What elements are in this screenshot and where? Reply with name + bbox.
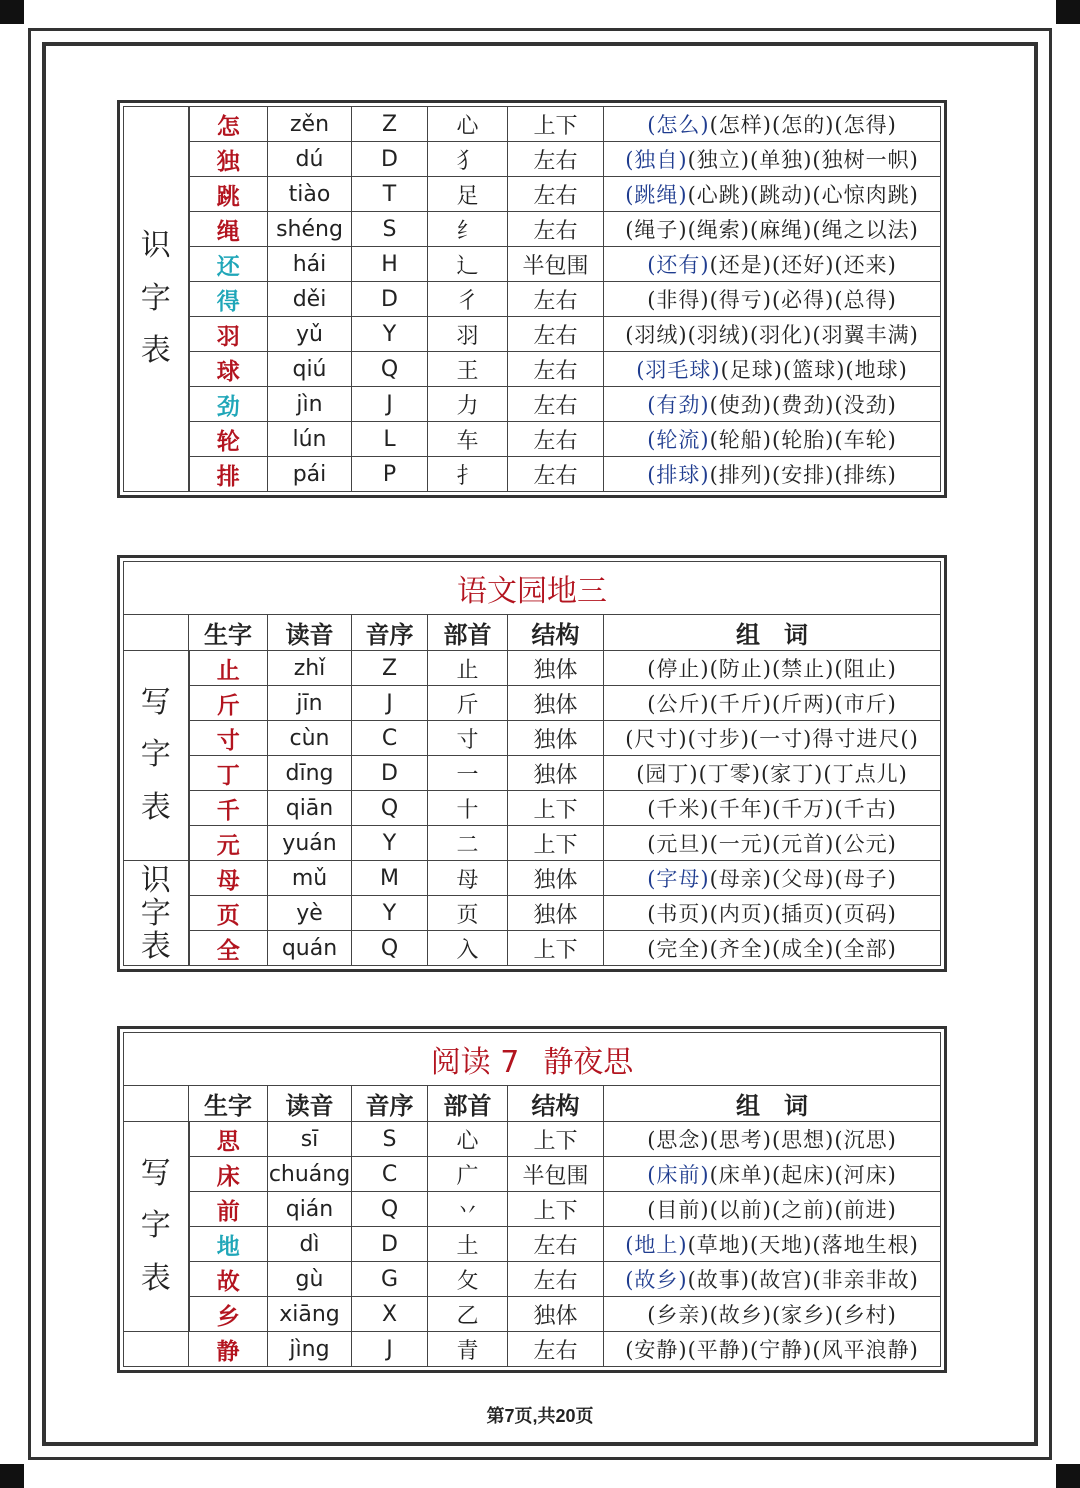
zuci-cell	[604, 686, 941, 721]
header-bushou: 部首	[428, 1086, 508, 1122]
table-row	[124, 826, 941, 861]
shengzi-cell: 羽	[189, 317, 268, 352]
zuci-rest: (还是)(还好)(还来)	[709, 253, 897, 277]
zuci-cell	[604, 1227, 941, 1262]
pinyin-cell: jìn	[268, 387, 352, 422]
yinxu-cell: H	[352, 247, 428, 282]
yinxu-cell: M	[352, 861, 428, 896]
table-row	[124, 896, 941, 931]
bushou-cell: 足	[428, 177, 508, 212]
header-row	[124, 1086, 941, 1122]
yinxu-cell: Y	[352, 317, 428, 352]
shengzi-cell: 丁	[189, 756, 268, 791]
zuci-cell	[604, 756, 941, 791]
bushou-cell: 土	[428, 1227, 508, 1262]
table-row	[124, 422, 941, 457]
table-jingyesi	[117, 1026, 947, 1373]
shengzi-cell: 球	[189, 352, 268, 387]
zuci-cell	[604, 896, 941, 931]
jiegou-cell: 左右	[508, 317, 604, 352]
pinyin-cell: shéng	[268, 212, 352, 247]
zuci-rest: (安静)(平静)(宁静)(风平浪静)	[625, 1338, 919, 1362]
bushou-cell: 攵	[428, 1262, 508, 1297]
table-row	[124, 791, 941, 826]
yinxu-cell: J	[352, 686, 428, 721]
zuci-cell	[604, 457, 941, 492]
shengzi-cell: 得	[189, 282, 268, 317]
zuci-cell	[604, 177, 941, 212]
zuci-rest: (故事)(故宫)(非亲非故)	[687, 1268, 919, 1292]
bushou-cell: 扌	[428, 457, 508, 492]
bushou-cell: 辶	[428, 247, 508, 282]
pinyin-cell: cùn	[268, 721, 352, 756]
bushou-cell: 广	[428, 1157, 508, 1192]
table-row	[124, 1332, 941, 1367]
zuci-rest: (足球)(篮球)(地球)	[720, 358, 908, 382]
yinxu-cell: D	[352, 756, 428, 791]
zuci-rest: (床单)(起床)(河床)	[709, 1163, 897, 1187]
pinyin-cell: dú	[268, 142, 352, 177]
zuci-cell	[604, 212, 941, 247]
bushou-cell: 入	[428, 931, 508, 966]
corner-mark-tr	[1056, 0, 1080, 24]
bushou-cell: 页	[428, 896, 508, 931]
shengzi-cell: 故	[189, 1262, 268, 1297]
side-label-xiezi: 写字表	[124, 651, 189, 861]
zuci-rest: (独立)(单独)(独树一帜)	[687, 148, 919, 172]
bushou-cell: 丷	[428, 1192, 508, 1227]
zuci-rest: (停止)(防止)(禁止)(阻止)	[647, 657, 897, 681]
bushou-cell: 寸	[428, 721, 508, 756]
jiegou-cell: 半包围	[508, 247, 604, 282]
pinyin-cell: lún	[268, 422, 352, 457]
jiegou-cell: 左右	[508, 1332, 604, 1367]
zuci-rest: (完全)(齐全)(成全)(全部)	[647, 937, 897, 961]
shengzi-cell: 全	[189, 931, 268, 966]
yinxu-cell: T	[352, 177, 428, 212]
pinyin-cell: qiān	[268, 791, 352, 826]
jiegou-cell: 左右	[508, 212, 604, 247]
table-row	[124, 1297, 941, 1332]
jiegou-cell: 上下	[508, 1192, 604, 1227]
title-part-b: 静夜思	[543, 1045, 634, 1080]
jiegou-cell: 左右	[508, 1262, 604, 1297]
bushou-cell: 羽	[428, 317, 508, 352]
zuci-cell	[604, 1332, 941, 1367]
table-row	[124, 651, 941, 686]
yinxu-cell: J	[352, 1332, 428, 1367]
zuci-cell	[604, 791, 941, 826]
bushou-cell: 车	[428, 422, 508, 457]
table-row	[124, 352, 941, 387]
zuci-cell	[604, 1122, 941, 1157]
header-duyin: 读音	[268, 615, 352, 651]
shengzi-cell: 独	[189, 142, 268, 177]
zuci-rest: (排列)(安排)(排练)	[709, 463, 897, 487]
bushou-cell: 王	[428, 352, 508, 387]
table-row	[124, 1122, 941, 1157]
side-blank	[124, 1332, 189, 1367]
table-row	[124, 107, 941, 142]
jiegou-cell: 上下	[508, 826, 604, 861]
pinyin-cell: pái	[268, 457, 352, 492]
yinxu-cell: Q	[352, 931, 428, 966]
table-shizi-1	[117, 100, 947, 498]
yinxu-cell: L	[352, 422, 428, 457]
yinxu-cell: Q	[352, 791, 428, 826]
header-blank	[124, 615, 189, 651]
zuci-highlight: (有劲)	[647, 393, 710, 417]
zuci-cell	[604, 387, 941, 422]
shengzi-cell: 跳	[189, 177, 268, 212]
table-row	[124, 1157, 941, 1192]
header-yinxu: 音序	[352, 1086, 428, 1122]
zuci-cell	[604, 1262, 941, 1297]
zuci-rest: (书页)(内页)(插页)(页码)	[647, 902, 897, 926]
jiegou-cell: 左右	[508, 282, 604, 317]
zuci-rest: (尺寸)(寸步)(一寸)得寸进尺()	[625, 727, 919, 751]
zuci-highlight: (羽毛球)	[636, 358, 721, 382]
table-row	[124, 721, 941, 756]
corner-mark-br	[1056, 1464, 1080, 1488]
shengzi-cell: 元	[189, 826, 268, 861]
bushou-cell: 十	[428, 791, 508, 826]
pinyin-cell: děi	[268, 282, 352, 317]
table-row	[124, 931, 941, 966]
table-row	[124, 317, 941, 352]
header-bushou: 部首	[428, 615, 508, 651]
zuci-highlight: (排球)	[647, 463, 710, 487]
pinyin-cell: xiāng	[268, 1297, 352, 1332]
table-row	[124, 282, 941, 317]
table-row	[124, 387, 941, 422]
zuci-cell	[604, 352, 941, 387]
zuci-cell	[604, 721, 941, 756]
jiegou-cell: 独体	[508, 1297, 604, 1332]
table-row	[124, 457, 941, 492]
yinxu-cell: Z	[352, 651, 428, 686]
shengzi-cell: 千	[189, 791, 268, 826]
jiegou-cell: 独体	[508, 686, 604, 721]
zuci-rest: (园丁)(丁零)(家丁)(丁点儿)	[636, 762, 908, 786]
shengzi-cell: 排	[189, 457, 268, 492]
pinyin-cell: dì	[268, 1227, 352, 1262]
pinyin-cell: quán	[268, 931, 352, 966]
zuci-rest: (非得)(得亏)(必得)(总得)	[647, 288, 897, 312]
shengzi-cell: 静	[189, 1332, 268, 1367]
table-title: 语文园地三	[124, 562, 941, 615]
table-row	[124, 247, 941, 282]
header-zuci: 组 词	[604, 615, 941, 651]
pinyin-cell: chuáng	[268, 1157, 352, 1192]
zuci-highlight: (还有)	[647, 253, 710, 277]
jiegou-cell: 左右	[508, 1227, 604, 1262]
zuci-highlight: (跳绳)	[625, 183, 688, 207]
zuci-highlight: (字母)	[647, 867, 710, 891]
bushou-cell: 力	[428, 387, 508, 422]
shengzi-cell: 止	[189, 651, 268, 686]
shengzi-cell: 轮	[189, 422, 268, 457]
header-zuci: 组 词	[604, 1086, 941, 1122]
jiegou-cell: 左右	[508, 177, 604, 212]
yinxu-cell: D	[352, 282, 428, 317]
table-row	[124, 1192, 941, 1227]
zuci-cell	[604, 142, 941, 177]
jiegou-cell: 半包围	[508, 1157, 604, 1192]
yinxu-cell: P	[352, 457, 428, 492]
zuci-rest: (千米)(千年)(千万)(千古)	[647, 797, 897, 821]
bushou-cell: 二	[428, 826, 508, 861]
pinyin-cell: qiú	[268, 352, 352, 387]
jiegou-cell: 独体	[508, 861, 604, 896]
pinyin-cell: sī	[268, 1122, 352, 1157]
pinyin-cell: yè	[268, 896, 352, 931]
bushou-cell: 心	[428, 107, 508, 142]
side-label-shizi: 识字表	[124, 107, 189, 492]
zuci-highlight: (独自)	[625, 148, 688, 172]
zuci-highlight: (床前)	[647, 1163, 710, 1187]
bushou-cell: 纟	[428, 212, 508, 247]
yinxu-cell: G	[352, 1262, 428, 1297]
bushou-cell: 母	[428, 861, 508, 896]
jiegou-cell: 左右	[508, 457, 604, 492]
pinyin-cell: zěn	[268, 107, 352, 142]
yinxu-cell: S	[352, 212, 428, 247]
yinxu-cell: D	[352, 1227, 428, 1262]
shengzi-cell: 还	[189, 247, 268, 282]
bushou-cell: 青	[428, 1332, 508, 1367]
shengzi-cell: 绳	[189, 212, 268, 247]
bushou-cell: 乙	[428, 1297, 508, 1332]
title-part-a: 阅读 7	[430, 1045, 520, 1080]
zuci-cell	[604, 1192, 941, 1227]
zuci-cell	[604, 861, 941, 896]
table-row	[124, 142, 941, 177]
pinyin-cell: jīn	[268, 686, 352, 721]
side-label-xiezi: 写字表	[124, 1122, 189, 1332]
zuci-cell	[604, 1157, 941, 1192]
yinxu-cell: X	[352, 1297, 428, 1332]
zuci-rest: (绳子)(绳索)(麻绳)(绳之以法)	[625, 218, 919, 242]
bushou-cell: 斤	[428, 686, 508, 721]
table-row	[124, 212, 941, 247]
zuci-cell	[604, 1297, 941, 1332]
pinyin-cell: yuán	[268, 826, 352, 861]
yinxu-cell: D	[352, 142, 428, 177]
zuci-cell	[604, 651, 941, 686]
shengzi-cell: 乡	[189, 1297, 268, 1332]
yinxu-cell: Q	[352, 352, 428, 387]
table-title	[124, 1033, 941, 1086]
zuci-cell	[604, 317, 941, 352]
zuci-rest: (羽绒)(羽绒)(羽化)(羽翼丰满)	[625, 323, 919, 347]
pinyin-cell: dīng	[268, 756, 352, 791]
zuci-highlight: (怎么)	[647, 113, 710, 137]
shengzi-cell: 前	[189, 1192, 268, 1227]
bushou-cell: 彳	[428, 282, 508, 317]
jiegou-cell: 独体	[508, 651, 604, 686]
jiegou-cell: 上下	[508, 107, 604, 142]
zuci-cell	[604, 107, 941, 142]
table-row	[124, 177, 941, 212]
shengzi-cell: 床	[189, 1157, 268, 1192]
yinxu-cell: Y	[352, 896, 428, 931]
page-footer: 第7页,共20页	[486, 1406, 594, 1426]
zuci-rest: (公斤)(千斤)(斤两)(市斤)	[647, 692, 897, 716]
header-shengzi: 生字	[189, 615, 268, 651]
pinyin-cell: mǔ	[268, 861, 352, 896]
bushou-cell: 一	[428, 756, 508, 791]
yinxu-cell: Q	[352, 1192, 428, 1227]
shengzi-cell: 斤	[189, 686, 268, 721]
jiegou-cell: 上下	[508, 1122, 604, 1157]
jiegou-cell: 左右	[508, 352, 604, 387]
header-duyin: 读音	[268, 1086, 352, 1122]
zuci-rest: (心跳)(跳动)(心惊肉跳)	[687, 183, 919, 207]
header-row	[124, 615, 941, 651]
zuci-rest: (怎样)(怎的)(怎得)	[709, 113, 897, 137]
yinxu-cell: J	[352, 387, 428, 422]
shengzi-cell: 地	[189, 1227, 268, 1262]
header-jiegou: 结构	[508, 615, 604, 651]
jiegou-cell: 左右	[508, 142, 604, 177]
jiegou-cell: 独体	[508, 721, 604, 756]
table-yuwen-yuandi-3	[117, 555, 947, 972]
bushou-cell: 止	[428, 651, 508, 686]
zuci-rest: (轮船)(轮胎)(车轮)	[709, 428, 897, 452]
jiegou-cell: 左右	[508, 422, 604, 457]
yinxu-cell: C	[352, 721, 428, 756]
bushou-cell: 心	[428, 1122, 508, 1157]
pinyin-cell: qián	[268, 1192, 352, 1227]
zuci-highlight: (地上)	[625, 1233, 688, 1257]
pinyin-cell: hái	[268, 247, 352, 282]
header-shengzi: 生字	[189, 1086, 268, 1122]
header-jiegou: 结构	[508, 1086, 604, 1122]
pinyin-cell: zhǐ	[268, 651, 352, 686]
zuci-rest: (思念)(思考)(思想)(沉思)	[647, 1128, 897, 1152]
zuci-highlight: (轮流)	[647, 428, 710, 452]
pinyin-cell: gù	[268, 1262, 352, 1297]
shengzi-cell: 思	[189, 1122, 268, 1157]
zuci-cell	[604, 247, 941, 282]
shengzi-cell: 怎	[189, 107, 268, 142]
table-row	[124, 1227, 941, 1262]
table-row	[124, 861, 941, 896]
shengzi-cell: 寸	[189, 721, 268, 756]
jiegou-cell: 上下	[508, 791, 604, 826]
zuci-rest: (母亲)(父母)(母子)	[709, 867, 897, 891]
zuci-cell	[604, 931, 941, 966]
zuci-cell	[604, 826, 941, 861]
pinyin-cell: jìng	[268, 1332, 352, 1367]
header-yinxu: 音序	[352, 615, 428, 651]
pinyin-cell: tiào	[268, 177, 352, 212]
jiegou-cell: 独体	[508, 896, 604, 931]
zuci-rest: (乡亲)(故乡)(家乡)(乡村)	[647, 1303, 897, 1327]
jiegou-cell: 独体	[508, 756, 604, 791]
shengzi-cell: 页	[189, 896, 268, 931]
pinyin-cell: yǔ	[268, 317, 352, 352]
yinxu-cell: C	[352, 1157, 428, 1192]
yinxu-cell: S	[352, 1122, 428, 1157]
jiegou-cell: 左右	[508, 387, 604, 422]
zuci-rest: (元旦)(一元)(元首)(公元)	[647, 832, 897, 856]
zuci-cell	[604, 282, 941, 317]
jiegou-cell: 上下	[508, 931, 604, 966]
yinxu-cell: Z	[352, 107, 428, 142]
yinxu-cell: Y	[352, 826, 428, 861]
table-row	[124, 686, 941, 721]
shengzi-cell: 母	[189, 861, 268, 896]
zuci-rest: (草地)(天地)(落地生根)	[687, 1233, 919, 1257]
corner-mark-bl	[0, 1464, 24, 1488]
table-row	[124, 756, 941, 791]
zuci-cell	[604, 422, 941, 457]
table-row	[124, 1262, 941, 1297]
corner-mark-tl	[0, 0, 24, 24]
zuci-rest: (使劲)(费劲)(没劲)	[709, 393, 897, 417]
bushou-cell: 犭	[428, 142, 508, 177]
shengzi-cell: 劲	[189, 387, 268, 422]
header-blank	[124, 1086, 189, 1122]
zuci-highlight: (故乡)	[625, 1268, 688, 1292]
zuci-rest: (目前)(以前)(之前)(前进)	[647, 1198, 897, 1222]
side-label-shizi: 识字表	[124, 861, 189, 966]
